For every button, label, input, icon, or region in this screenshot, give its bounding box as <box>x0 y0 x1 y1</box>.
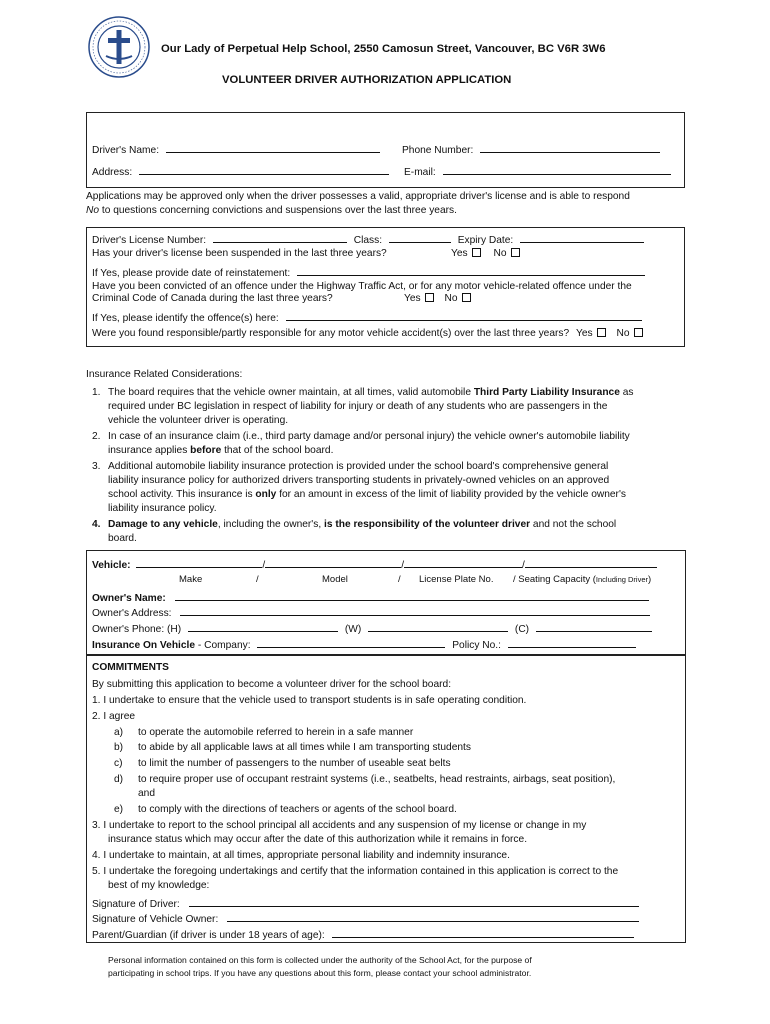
before-emphasis: before <box>190 445 222 456</box>
model-caption: Model <box>322 574 348 585</box>
sub-letter-e: e) <box>114 804 124 815</box>
reinstatement-row <box>92 265 645 279</box>
slash-separator: / <box>262 560 266 571</box>
insurance-vehicle-row <box>92 637 636 651</box>
license-row <box>92 232 644 246</box>
third-party-liability-emphasis: Third Party Liability Insurance <box>473 387 620 398</box>
accident-question: Were you found responsible/partly responsible for any motor vehicle accident(s) over the last three years? <box>92 328 570 339</box>
item3-suffix: for an amount in excess of the limit of liability provided by the vehicle owner's <box>276 489 626 500</box>
commitment-3-line1: 3. I undertake to report to the school principal all accidents and any suspension of my license or change in my <box>92 820 587 831</box>
insurance-item-3-line1: Additional automobile liability insurance protection is provided under the school board's comprehensive general <box>108 461 609 472</box>
make-caption: Make <box>179 574 203 585</box>
commitment-1: 1. I undertake to ensure that the vehicle used to transport students is in safe operating condition. <box>92 695 527 706</box>
owner-work-phone-field[interactable] <box>368 621 508 632</box>
driver-signature-row <box>92 896 639 910</box>
suspended-yes-checkbox[interactable] <box>472 248 481 257</box>
suspended-answers <box>451 248 520 259</box>
insurance-item-3-line3 <box>108 489 626 500</box>
school-address-line: Our Lady of Perpetual Help School, 2550 Camosun Street, Vancouver, BC V6R 3W6 <box>161 43 606 55</box>
policy-label: Policy No.: <box>452 640 501 651</box>
caption-slash-1: / <box>256 574 259 585</box>
vehicle-make-field[interactable] <box>136 557 262 568</box>
insurance-heading: Insurance Related Considerations: <box>86 369 243 380</box>
email-field[interactable] <box>443 164 671 175</box>
work-phone-label: (W) <box>344 624 362 635</box>
no-label: No <box>616 328 630 339</box>
owner-address-row <box>92 605 650 619</box>
insurance-company-field[interactable] <box>257 637 445 648</box>
commitment-5-line2: best of my knowledge: <box>108 880 210 891</box>
no-label: No <box>493 248 507 259</box>
vehicle-row <box>92 557 657 571</box>
vehicle-label: Vehicle: <box>92 560 131 571</box>
phone-label: Phone Number: <box>402 145 474 156</box>
driver-name-row <box>92 142 380 156</box>
commitments-heading: COMMITMENTS <box>92 662 169 673</box>
insurance-item-3-line2: liability insurance policy for authorized drivers transporting students in privately-owned vehicles on an approved <box>108 475 610 486</box>
license-number-field[interactable] <box>213 232 347 243</box>
owner-signature-label: Signature of Vehicle Owner: <box>92 914 219 925</box>
seating-caption-text: / Seating Capacity ( <box>513 574 596 585</box>
sub-item-a: to operate the automobile referred to herein in a safe manner <box>138 727 414 738</box>
owner-phone-row <box>92 621 652 635</box>
school-crest-icon <box>88 16 150 78</box>
reinstatement-field[interactable] <box>297 265 645 276</box>
address-label: Address: <box>92 167 133 178</box>
accident-row <box>92 328 643 339</box>
sub-item-d-line2: and <box>138 788 155 799</box>
approval-note-line1: Applications may be approved only when the driver possesses a valid, appropriate driver's license and is able to respond <box>86 191 630 202</box>
reinstatement-label: If Yes, please provide date of reinstatement: <box>92 268 291 279</box>
sub-letter-b: b) <box>114 742 124 753</box>
expiry-field[interactable] <box>520 232 644 243</box>
insurance-item-2-line2 <box>108 445 333 456</box>
sub-letter-d: d) <box>114 774 124 785</box>
including-driver-caption: Including Driver <box>595 575 649 584</box>
no-label: No <box>444 293 458 304</box>
phone-field[interactable] <box>480 142 660 153</box>
owner-home-phone-field[interactable] <box>188 621 338 632</box>
parent-signature-row <box>92 927 634 941</box>
suspended-no-checkbox[interactable] <box>511 248 520 257</box>
owner-signature-row <box>92 911 639 925</box>
sub-item-e: to comply with the directions of teachers or agents of the school board. <box>138 804 457 815</box>
item3-text: school activity. This insurance is <box>108 489 256 500</box>
convicted-question-line2: Criminal Code of Canada during the last three years? <box>92 293 333 304</box>
convicted-answers <box>404 293 471 304</box>
yes-label: Yes <box>404 293 421 304</box>
insurance-num-2: 2. <box>92 431 101 442</box>
offence-row <box>92 310 642 324</box>
sub-letter-a: a) <box>114 727 124 738</box>
approval-note-line2 <box>86 205 457 216</box>
accident-yes-checkbox[interactable] <box>597 328 606 337</box>
responsibility-emphasis: is the responsibility of the volunteer driver <box>324 519 531 530</box>
commitment-3-line2: insurance status which may occur after the date of this authorization while it remains in force. <box>108 834 528 845</box>
company-label: - Company: <box>195 640 251 651</box>
owner-address-field[interactable] <box>180 605 650 616</box>
owner-address-label: Owner's Address: <box>92 608 172 619</box>
close-paren: ) <box>648 574 652 585</box>
expiry-label: Expiry Date: <box>457 235 514 246</box>
plate-caption: License Plate No. <box>419 574 494 585</box>
insurance-num-1: 1. <box>92 387 101 398</box>
owner-cell-phone-field[interactable] <box>536 621 652 632</box>
convicted-question-line1: Have you been convicted of an offence under the Highway Traffic Act, or for any motor vehicle-related offence under the <box>92 281 632 292</box>
parent-signature-label: Parent/Guardian (if driver is under 18 years of age): <box>92 930 325 941</box>
phone-row <box>402 142 660 156</box>
driver-signature-field[interactable] <box>189 896 639 907</box>
driver-name-field[interactable] <box>166 142 380 153</box>
sub-letter-c: c) <box>114 758 123 769</box>
damage-emphasis: Damage to any vehicle <box>108 519 218 530</box>
email-row <box>404 164 671 178</box>
convicted-no-checkbox[interactable] <box>462 293 471 302</box>
sub-item-d-line1: to require proper use of occupant restraint systems (i.e., seatbelts, head restraints, airbags, seat position), <box>138 774 616 785</box>
privacy-footer-line2: participating in school trips. If you have any questions about this form, please contact your school administrator. <box>108 968 532 978</box>
insurance-item-2-line1: In case of an insurance claim (i.e., third party damage and/or personal injury) the vehicle owner's automobile liability <box>108 431 630 442</box>
address-field[interactable] <box>139 164 389 175</box>
privacy-footer-line1: Personal information contained on this form is collected under the authority of the School Act, for the purpose of <box>108 955 532 965</box>
caption-slash-2: / <box>398 574 401 585</box>
insurance-item-1-line2: required under BC legislation in respect of liability for injury or death of any students who are passengers in the <box>108 401 608 412</box>
yes-label: Yes <box>451 248 468 259</box>
form-title: VOLUNTEER DRIVER AUTHORIZATION APPLICATION <box>222 74 512 86</box>
item1-suffix: as <box>619 387 634 398</box>
insurance-vehicle-label: Insurance On Vehicle <box>92 640 196 651</box>
suspended-question: Has your driver's license been suspended in the last three years? <box>92 248 387 259</box>
insurance-num-3: 3. <box>92 461 101 472</box>
convicted-yes-checkbox[interactable] <box>425 293 434 302</box>
vehicle-model-field[interactable] <box>265 557 401 568</box>
item4-text: , including the owner's, <box>217 519 325 530</box>
owner-name-label: Owner's Name: <box>92 593 166 604</box>
driver-name-label: Driver's Name: <box>92 145 160 156</box>
vehicle-plate-field[interactable] <box>404 557 522 568</box>
driver-signature-label: Signature of Driver: <box>92 899 180 910</box>
slash-separator: / <box>522 560 525 571</box>
insurance-item-4-line1 <box>108 519 616 530</box>
owner-name-row <box>92 590 649 604</box>
class-field[interactable] <box>389 232 451 243</box>
offence-field[interactable] <box>286 310 642 321</box>
item4-suffix: and not the school <box>530 519 617 530</box>
insurance-num-4: 4. <box>92 519 101 530</box>
insurance-item-1-line1 <box>108 387 633 398</box>
class-label: Class: <box>353 235 383 246</box>
only-emphasis: only <box>255 489 277 500</box>
insurance-item-3-line4: liability insurance policy. <box>108 503 217 514</box>
offence-label: If Yes, please identify the offence(s) here: <box>92 313 279 324</box>
commitment-2: 2. I agree <box>92 711 136 722</box>
cell-phone-label: (C) <box>514 624 530 635</box>
policy-number-field[interactable] <box>508 637 636 648</box>
commitments-intro: By submitting this application to become a volunteer driver for the school board: <box>92 679 452 690</box>
vehicle-seating-field[interactable] <box>525 557 657 568</box>
owner-phone-label: Owner's Phone: (H) <box>92 624 182 635</box>
seating-caption <box>513 574 651 585</box>
commitment-4: 4. I undertake to maintain, at all times, appropriate personal liability and indemnity insurance. <box>92 850 510 861</box>
email-label: E-mail: <box>404 167 436 178</box>
commitment-5-line1: 5. I undertake the foregoing undertakings and certify that the information contained in this application is correct to the <box>92 866 619 877</box>
item1-text: The board requires that the vehicle owner maintain, at all times, valid automobile <box>108 387 474 398</box>
accident-no-checkbox[interactable] <box>634 328 643 337</box>
insurance-item-1-line3: vehicle the volunteer driver is operating. <box>108 415 289 426</box>
owner-signature-field[interactable] <box>227 911 639 922</box>
no-emphasis: No <box>86 205 100 216</box>
item2-suffix: that of the school board. <box>221 445 334 456</box>
parent-signature-field[interactable] <box>332 927 634 938</box>
item2-text: insurance applies <box>108 445 191 456</box>
sub-item-c: to limit the number of passengers to the number of useable seat belts <box>138 758 451 769</box>
insurance-item-4-line2: board. <box>108 533 137 544</box>
address-row <box>92 164 389 178</box>
sub-item-b: to abide by all applicable laws at all times while I am transporting students <box>138 742 471 753</box>
license-number-label: Driver's License Number: <box>92 235 207 246</box>
approval-note-rest: to questions concerning convictions and suspensions over the last three years. <box>99 205 457 216</box>
yes-label: Yes <box>576 328 593 339</box>
owner-name-field[interactable] <box>175 590 649 601</box>
slash-separator: / <box>401 560 405 571</box>
